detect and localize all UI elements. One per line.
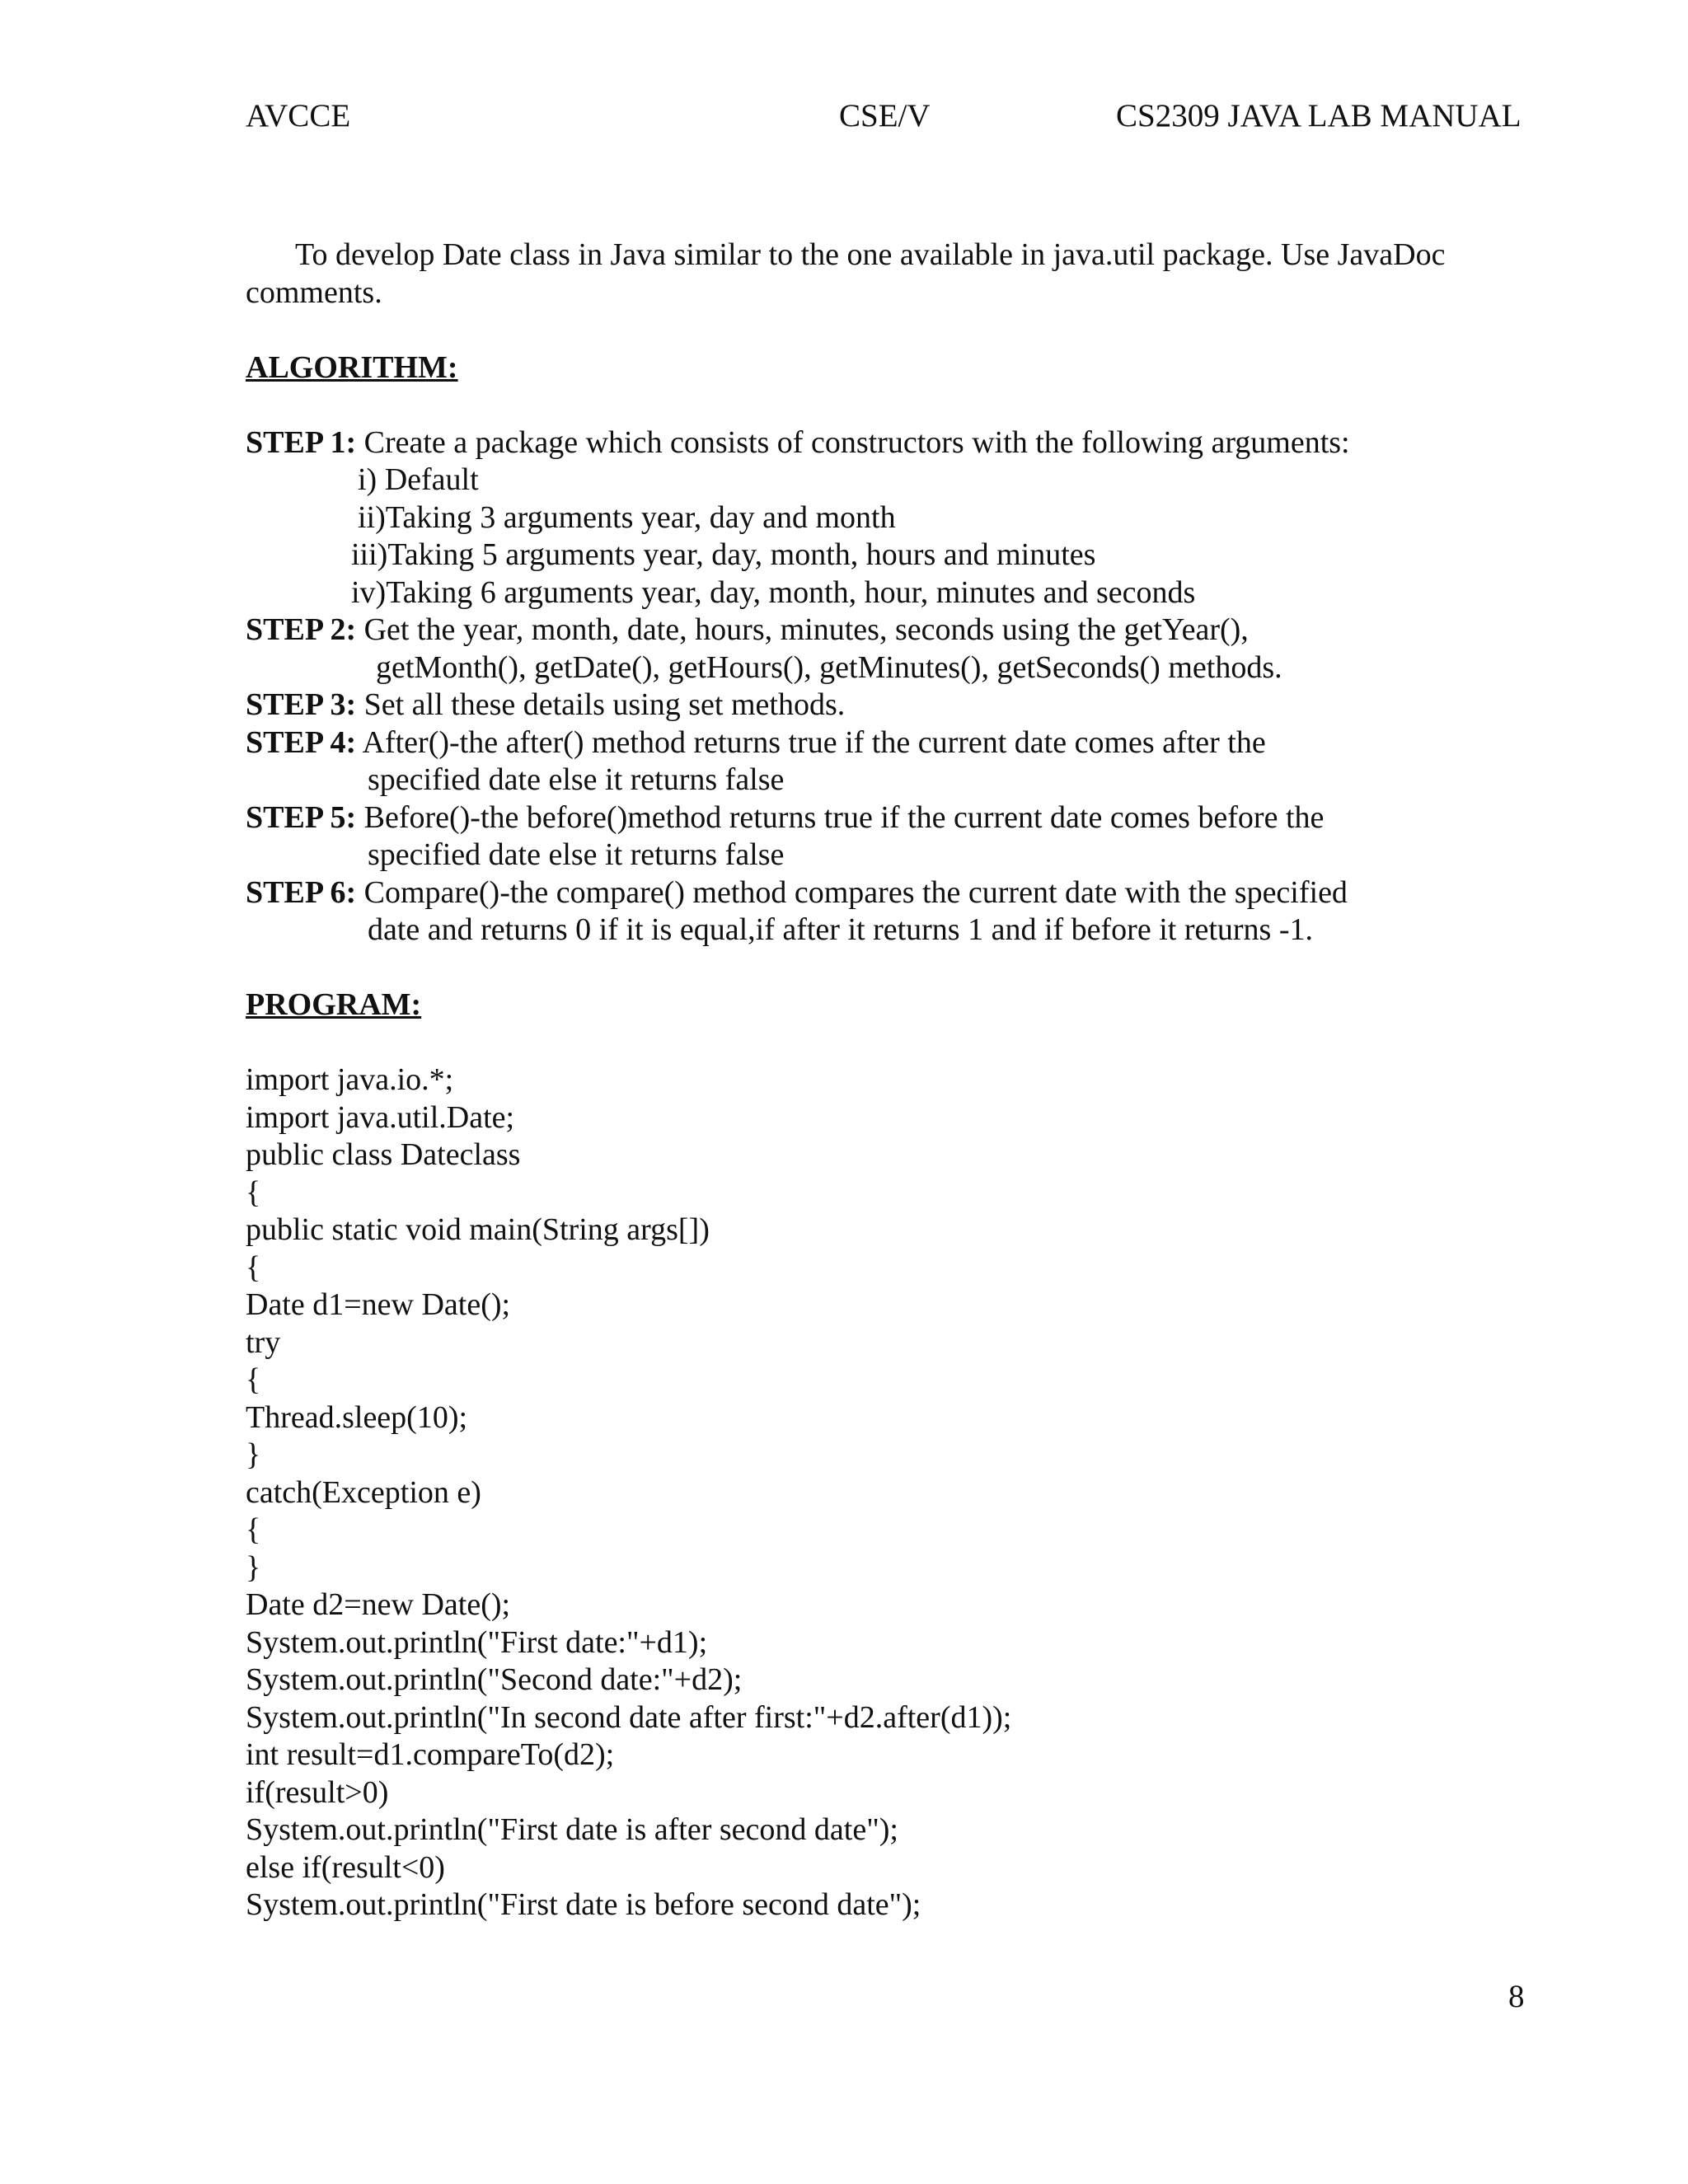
algorithm-step	[246, 724, 1531, 762]
code-line: Date d1=new Date();	[246, 1287, 511, 1322]
step-label: STEP 5:	[246, 799, 357, 835]
code-line: import java.io.*;	[246, 1062, 454, 1097]
step-sub-item: iv)Taking 6 arguments year, day, month, hour, minutes and seconds	[351, 574, 1196, 610]
code-line: public class Dateclass	[246, 1137, 521, 1172]
page-number: 8	[1508, 1979, 1525, 2014]
code-line: int result=d1.compareTo(d2);	[246, 1737, 615, 1772]
algorithm-step	[246, 687, 1531, 724]
code-line: System.out.println("Second date:"+d2);	[246, 1662, 743, 1697]
aim-paragraph: To develop Date class in Java similar to the one available in java.util package. Use JavaDoc comments.	[246, 237, 1446, 310]
algorithm-step	[246, 424, 1531, 462]
code-line: System.out.println("In second date after first:"+d2.after(d1));	[246, 1699, 1012, 1735]
step-text: Compare()-the compare() method compares the current date with the specified	[363, 874, 1348, 910]
step-continuation: getMonth(), getDate(), getHours(), getMinutes(), getSeconds() methods.	[376, 649, 1282, 685]
code-line: }	[246, 1549, 261, 1585]
code-line: catch(Exception e)	[246, 1474, 481, 1510]
code-line: Date d2=new Date();	[246, 1587, 511, 1622]
code-line: {	[246, 1512, 261, 1547]
algorithm-step	[246, 874, 1531, 912]
code-line: System.out.println("First date is after second date");	[246, 1812, 898, 1847]
step-continuation: specified date else it returns false	[368, 762, 785, 797]
step-text: Get the year, month, date, hours, minutes, seconds using the getYear(),	[363, 612, 1249, 647]
header-department: CSE/V	[839, 98, 931, 134]
code-line: }	[246, 1437, 261, 1472]
algorithm-heading: ALGORITHM:	[246, 349, 458, 385]
step-text: Create a package which consists of constructors with the following arguments:	[363, 424, 1350, 460]
step-text: After()-the after() method returns true if the current date comes after the	[362, 724, 1266, 760]
code-line: {	[246, 1174, 261, 1210]
page-content	[246, 237, 1531, 1924]
step-sub-item: iii)Taking 5 arguments year, day, month, hours and minutes	[351, 537, 1096, 572]
code-line: if(result>0)	[246, 1774, 389, 1810]
step-sub-item: ii)Taking 3 arguments year, day and month	[358, 499, 896, 535]
step-sub-item: i) Default	[358, 462, 479, 497]
step-label: STEP 6:	[246, 874, 357, 910]
code-line: import java.util.Date;	[246, 1099, 515, 1135]
code-line: public static void main(String args[])	[246, 1212, 710, 1247]
step-label: STEP 4:	[246, 724, 357, 760]
algorithm-step	[246, 799, 1531, 837]
program-code-block	[246, 1062, 1531, 1924]
step-continuation: date and returns 0 if it is equal,if after it returns 1 and if before it returns -1.	[368, 912, 1313, 947]
step-label: STEP 1:	[246, 424, 357, 460]
page-header	[0, 97, 1688, 138]
code-line: System.out.println("First date is before second date");	[246, 1887, 921, 1922]
step-text: Before()-the before()method returns true if the current date comes before the	[363, 799, 1325, 835]
code-line: {	[246, 1249, 261, 1285]
algorithm-step	[246, 612, 1531, 649]
header-college: AVCCE	[246, 98, 351, 134]
code-line: System.out.println("First date:"+d1);	[246, 1624, 708, 1660]
program-heading: PROGRAM:	[246, 987, 422, 1022]
step-label: STEP 2:	[246, 612, 357, 647]
step-label: STEP 3:	[246, 687, 357, 722]
header-manual-title: CS2309 JAVA LAB MANUAL	[1116, 98, 1522, 134]
step-continuation: specified date else it returns false	[368, 837, 785, 872]
code-line: {	[246, 1362, 261, 1397]
code-line: try	[246, 1324, 281, 1360]
code-line: Thread.sleep(10);	[246, 1399, 468, 1435]
code-line: else if(result<0)	[246, 1849, 445, 1885]
step-text: Set all these details using set methods.	[363, 687, 846, 722]
